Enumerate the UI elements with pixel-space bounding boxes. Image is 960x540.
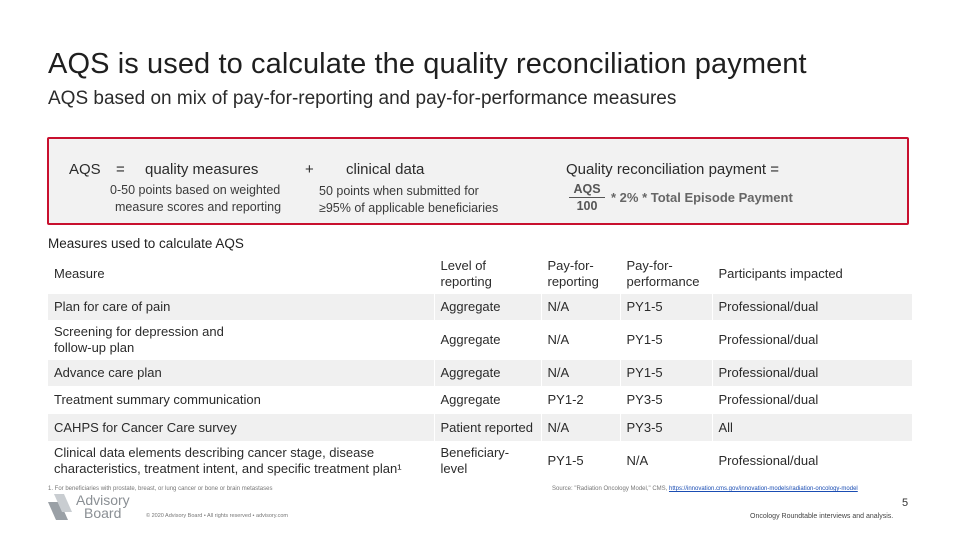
source-text: Source: "Radiation Oncology Model," CMS, [552,486,668,492]
header-pay-for-reporting: Pay-for-reporting [541,254,620,294]
header-measure: Measure [54,266,105,281]
cell-pay-for-reporting: N/A [541,414,620,441]
cell-measure: Advance care plan [48,360,434,386]
aqs-formula-box [47,137,909,225]
footnote: 1. For beneficiaries with prostate, breast, or lung cancer or bone or brain metastases [48,486,273,492]
cell-pay-for-reporting: PY1-2 [541,386,620,414]
source-citation [552,486,858,492]
cell-pay-for-reporting: N/A [541,320,620,360]
logo-line1: Advisory [76,492,130,508]
logo-line2: Board [84,505,122,521]
clinical-data-note-line1: 50 points when submitted for [319,184,479,198]
formula-plus: + [305,161,314,178]
payment-formula-rest: * 2% * Total Episode Payment [611,190,793,205]
slide-title: AQS is used to calculate the quality reconciliation payment [48,48,807,80]
cell-measure: CAHPS for Cancer Care survey [48,414,434,441]
cell-pay-for-performance: PY1-5 [620,360,712,386]
cell-measure: Treatment summary communication [48,386,434,414]
payment-formula-label: Quality reconciliation payment = [566,161,780,178]
cell-pay-for-performance: PY1-5 [620,320,712,360]
table-row [48,360,912,386]
table-row [48,441,912,481]
table-row [48,414,912,441]
header-participants-impacted: Participants impacted [712,254,912,294]
cell-pay-for-reporting: PY1-5 [541,441,620,481]
quality-measures-note-line1: 0-50 points based on weighted [110,183,281,197]
table-header-row [48,254,912,294]
cell-participants: Professional/dual [712,386,912,414]
clinical-data-note-line2: ≥95% of applicable beneficiaries [319,201,499,215]
cell-participants: Professional/dual [712,320,912,360]
cell-pay-for-performance: PY1-5 [620,294,712,320]
slide-subtitle: AQS based on mix of pay-for-reporting and pay-for-performance measures [48,88,677,109]
measures-section-label: Measures used to calculate AQS [48,236,244,251]
source-additional: Oncology Roundtable interviews and analysis. [750,513,894,520]
cell-level: Aggregate [434,360,541,386]
formula-aqs: AQS [69,161,101,178]
cell-level: Aggregate [434,294,541,320]
quality-measures-note-line2: measure scores and reporting [115,200,282,214]
fraction-denominator: 100 [576,199,598,213]
table-row [48,386,912,414]
cell-participants: Professional/dual [712,441,912,481]
cell-participants: Professional/dual [712,360,912,386]
measures-table [48,254,912,481]
fraction-numerator: AQS [569,182,605,198]
header-pay-for-performance: Pay-for-performance [620,254,712,294]
formula-equals: = [116,161,125,178]
cell-pay-for-reporting: N/A [541,360,620,386]
page-number: 5 [902,497,909,509]
cell-participants: Professional/dual [712,294,912,320]
cell-level: Patient reported [434,414,541,441]
cell-level: Aggregate [434,320,541,360]
aqs-fraction [569,182,605,213]
cell-participants: All [712,414,912,441]
cell-measure: Clinical data elements describing cancer stage, disease characteristics, treatment intent, and specific treatment plan¹ [48,441,434,481]
cell-level: Beneficiary-level [434,441,541,481]
formula-quality-measures: quality measures [145,161,259,178]
cell-pay-for-reporting: N/A [541,294,620,320]
table-row [48,320,912,360]
logo-wordmark [76,494,130,520]
advisory-board-logo [48,494,143,520]
header-level-of-reporting: Level of reporting [434,254,541,294]
cell-measure: Screening for depression and follow-up plan [48,320,434,360]
cell-measure: Plan for care of pain [48,294,434,320]
cell-pay-for-performance: PY3-5 [620,386,712,414]
copyright-notice: © 2020 Advisory Board • All rights reserved • advisory.com [146,513,289,519]
formula-clinical-data: clinical data [346,161,425,178]
source-link[interactable]: https://innovation.cms.gov/innovation-models/radiation-oncology-model [668,486,858,492]
cell-pay-for-performance: PY3-5 [620,414,712,441]
table-row [48,294,912,320]
cell-pay-for-performance: N/A [620,441,712,481]
cell-level: Aggregate [434,386,541,414]
logo-mark-icon [48,494,78,520]
